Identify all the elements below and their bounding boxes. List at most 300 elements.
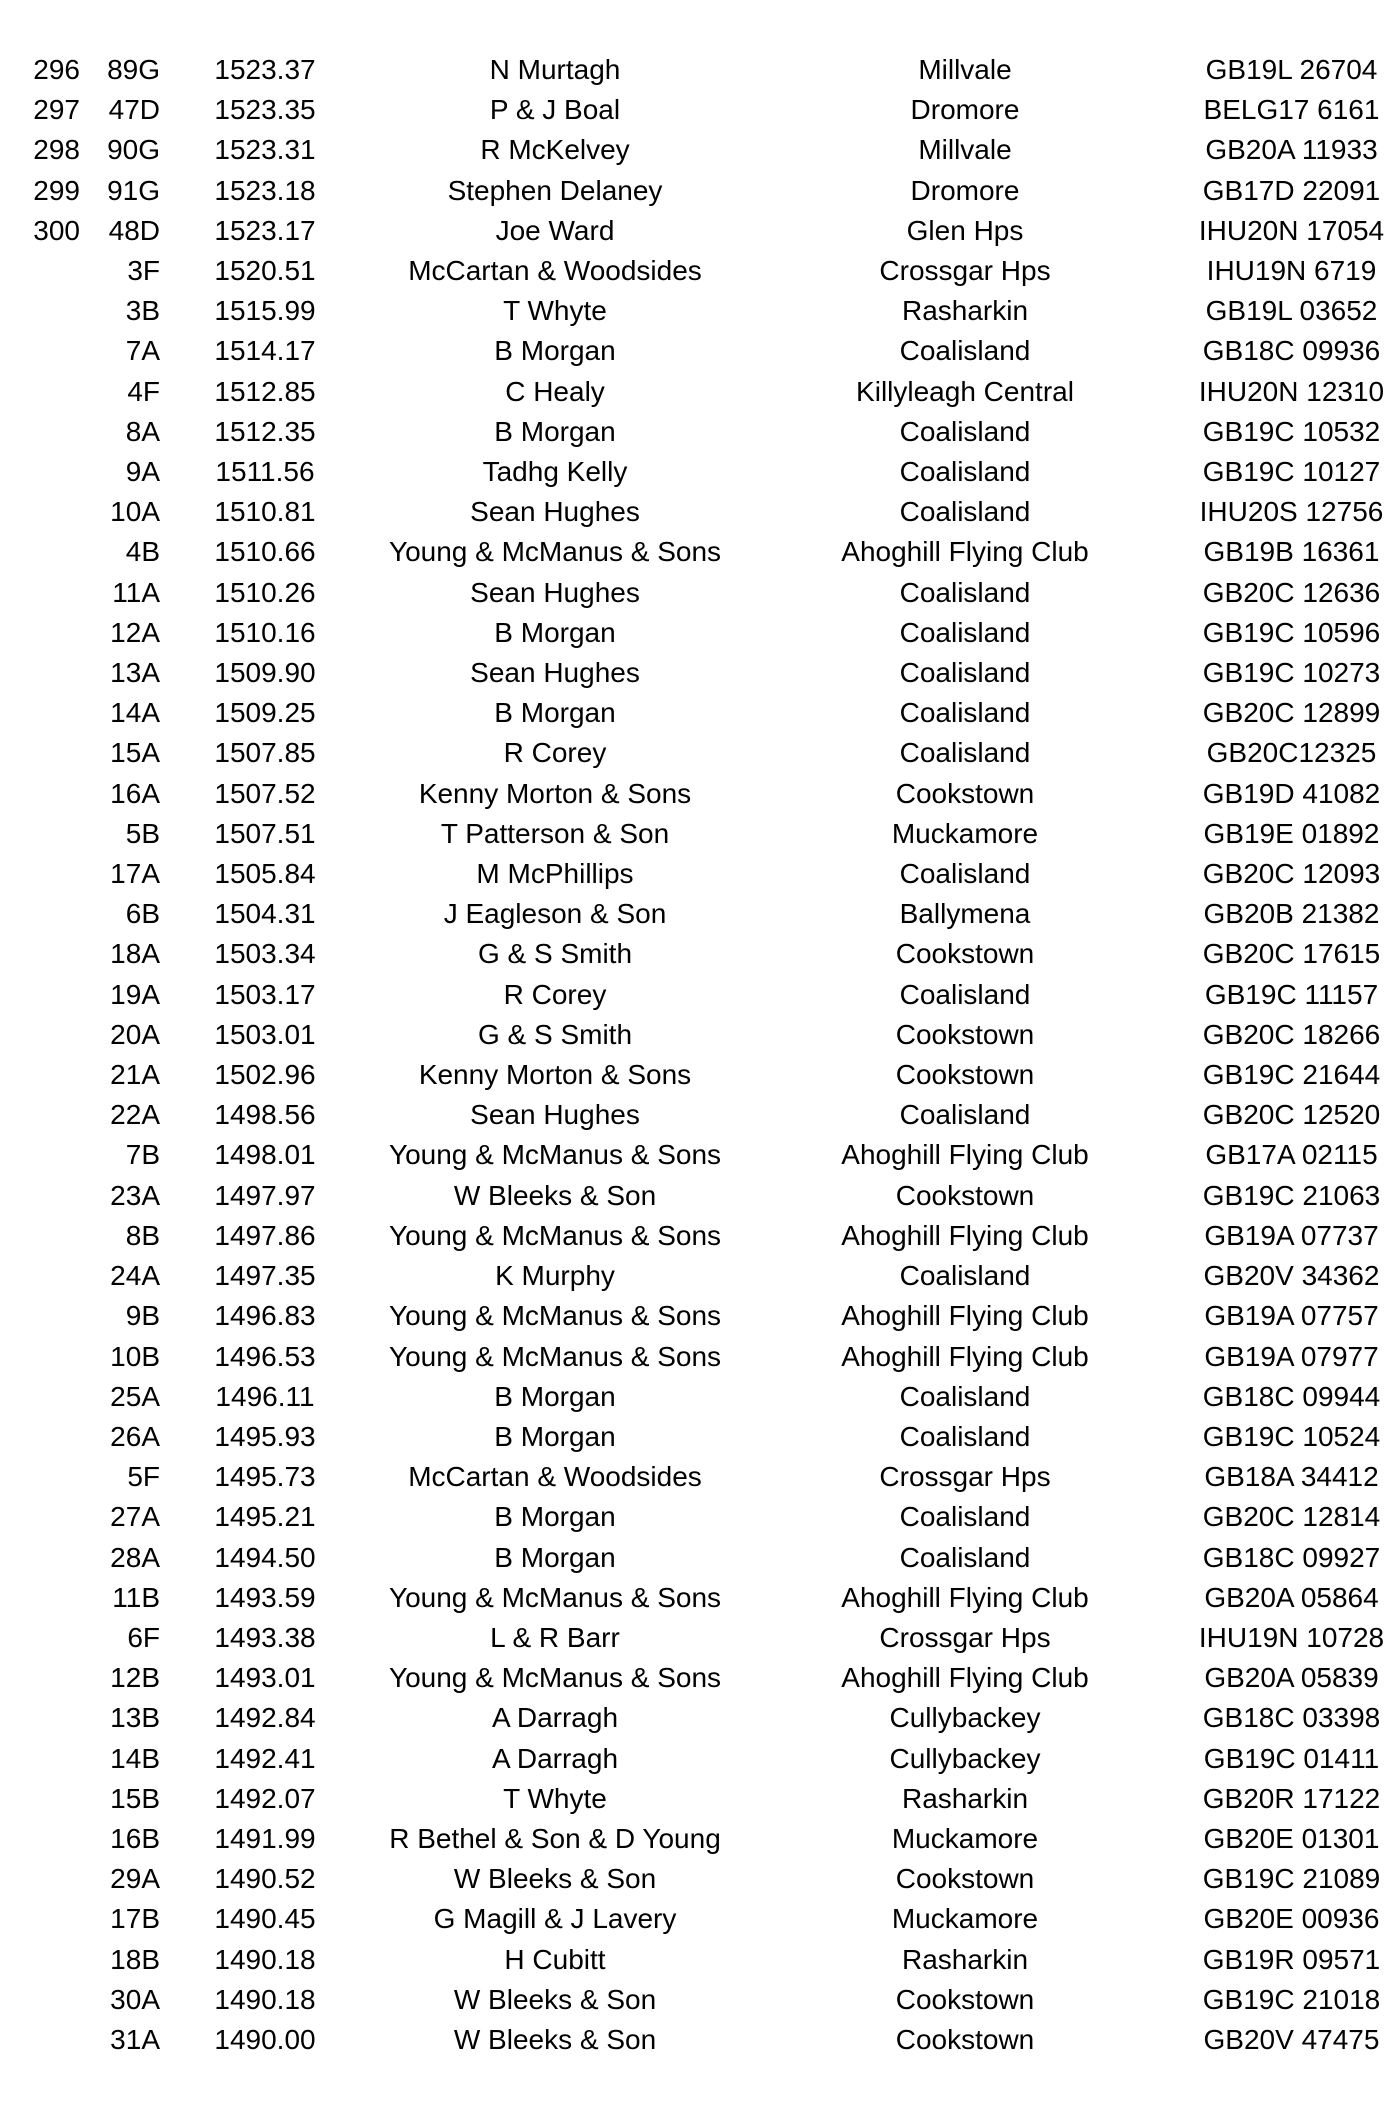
section-position-cell: 10B [110, 1340, 160, 1372]
velocity-cell: 1496.83 [214, 1300, 316, 1332]
club-cell: Coalisland [899, 657, 1031, 689]
position-cell [0, 1899, 80, 1939]
section-position-cell: 7B [125, 1139, 160, 1171]
ring-number-cell: GB20R 17122 [1202, 1782, 1381, 1814]
ring-number-cell: IHU20N 12310 [1198, 375, 1385, 407]
velocity-cell: 1496.53 [214, 1340, 316, 1372]
fancier-name-cell: B Morgan [494, 1541, 616, 1573]
velocity-cell: 1503.17 [214, 978, 316, 1010]
club-cell: Dromore [910, 174, 1020, 206]
section-position-cell: 12A [110, 616, 160, 648]
table-row [0, 2020, 1393, 2060]
velocity-cell: 1507.85 [214, 737, 316, 769]
table-row [0, 1256, 1393, 1296]
ring-number-cell: GB18C 03398 [1202, 1702, 1381, 1734]
fancier-name-cell: W Bleeks & Son [453, 2023, 657, 2055]
position-cell [0, 934, 80, 974]
club-cell: Coalisland [899, 1501, 1031, 1533]
position-cell: 300 [33, 214, 80, 246]
velocity-cell: 1503.01 [214, 1018, 316, 1050]
position-cell [0, 2020, 80, 2060]
velocity-cell: 1515.99 [214, 295, 316, 327]
section-position-cell: 18B [110, 1943, 160, 1975]
ring-number-cell: GB20V 47475 [1203, 2023, 1380, 2055]
fancier-name-cell: G & S Smith [477, 938, 633, 970]
fancier-name-cell: Young & McManus & Sons [388, 536, 722, 568]
ring-number-cell: GB20B 21382 [1203, 898, 1380, 930]
position-cell [0, 1296, 80, 1336]
ring-number-cell: GB19C 21644 [1202, 1059, 1381, 1091]
section-position-cell: 14A [110, 697, 160, 729]
club-cell: Millvale [918, 54, 1012, 85]
position-cell [0, 1739, 80, 1779]
ring-number-cell: GB20C 12093 [1202, 858, 1381, 890]
table-row [0, 693, 1393, 733]
club-cell: Cookstown [895, 2023, 1035, 2055]
club-cell: Cookstown [895, 777, 1035, 809]
table-row [0, 613, 1393, 653]
table-row [0, 1337, 1393, 1377]
position-cell: 297 [33, 94, 80, 126]
fancier-name-cell: Young & McManus & Sons [388, 1300, 722, 1332]
section-position-cell: 9B [125, 1300, 160, 1332]
section-position-cell: 5B [125, 817, 160, 849]
club-cell: Millvale [918, 134, 1012, 166]
ring-number-cell: IHU19N 6719 [1206, 255, 1377, 287]
section-position-cell: 4F [127, 375, 160, 407]
fancier-name-cell: T Whyte [503, 295, 607, 327]
section-position-cell: 8B [125, 1219, 160, 1251]
velocity-cell: 1498.56 [214, 1099, 316, 1131]
velocity-cell: 1498.01 [214, 1139, 316, 1171]
section-position-cell: 5F [127, 1461, 160, 1493]
fancier-name-cell: Young & McManus & Sons [388, 1581, 722, 1613]
fancier-name-cell: R Corey [503, 737, 607, 769]
table-row [0, 1176, 1393, 1216]
club-cell: Muckamore [891, 1903, 1039, 1935]
ring-number-cell: GB17A 02115 [1205, 1139, 1378, 1171]
position-cell [0, 1497, 80, 1537]
position-cell [0, 492, 80, 532]
ring-number-cell: GB19C 10596 [1202, 616, 1381, 648]
club-cell: Coalisland [899, 456, 1031, 488]
section-position-cell: 47D [108, 94, 160, 126]
fancier-name-cell: B Morgan [494, 1420, 616, 1452]
table-row [0, 1940, 1393, 1980]
position-cell [0, 1337, 80, 1377]
ring-number-cell: GB20C 12814 [1202, 1501, 1381, 1533]
fancier-name-cell: Kenny Morton & Sons [418, 777, 692, 809]
velocity-cell: 1511.56 [215, 456, 315, 488]
velocity-cell: 1490.00 [214, 2023, 316, 2055]
fancier-name-cell: B Morgan [494, 697, 616, 729]
table-row [0, 1859, 1393, 1899]
ring-number-cell: GB20A 11933 [1205, 134, 1378, 166]
section-position-cell: 9A [125, 456, 160, 488]
table-row [0, 90, 1393, 130]
ring-number-cell: GB19C 11157 [1204, 978, 1379, 1010]
velocity-cell: 1509.90 [214, 657, 316, 689]
table-row [0, 211, 1393, 251]
ring-number-cell: GB19D 41082 [1202, 777, 1381, 809]
position-cell: 296 [33, 54, 80, 85]
section-position-cell: 13B [110, 1702, 160, 1734]
ring-number-cell: GB19E 01892 [1203, 817, 1380, 849]
section-position-cell: 16B [110, 1822, 160, 1854]
velocity-cell: 1503.34 [214, 938, 316, 970]
section-position-cell: 3F [127, 255, 160, 287]
ring-number-cell: GB19A 07977 [1204, 1340, 1379, 1372]
velocity-cell: 1504.31 [214, 898, 316, 930]
section-position-cell: 22A [110, 1099, 160, 1131]
section-position-cell: 10A [110, 496, 160, 528]
table-row [0, 653, 1393, 693]
position-cell [0, 1980, 80, 2020]
table-row [0, 1377, 1393, 1417]
ring-number-cell: GB20C 17615 [1202, 938, 1381, 970]
club-cell: Coalisland [899, 697, 1031, 729]
ring-number-cell: GB20C 18266 [1202, 1018, 1381, 1050]
position-cell [0, 733, 80, 773]
fancier-name-cell: Sean Hughes [470, 657, 640, 689]
section-position-cell: 16A [110, 777, 160, 809]
fancier-name-cell: B Morgan [494, 415, 616, 447]
section-position-cell: 8A [125, 415, 160, 447]
results-table [0, 50, 1393, 2060]
position-cell [0, 653, 80, 693]
position-cell [0, 1698, 80, 1738]
position-cell [0, 1859, 80, 1899]
velocity-cell: 1510.26 [214, 576, 316, 608]
ring-number-cell: GB17D 22091 [1202, 174, 1381, 206]
position-cell [0, 1015, 80, 1055]
fancier-name-cell: W Bleeks & Son [453, 1983, 657, 2015]
table-row [0, 573, 1393, 613]
fancier-name-cell: W Bleeks & Son [453, 1179, 657, 1211]
section-position-cell: 21A [110, 1059, 160, 1091]
ring-number-cell: GB19A 07737 [1204, 1219, 1379, 1251]
position-cell [0, 814, 80, 854]
results-table-body [0, 50, 1393, 2060]
table-row [0, 331, 1393, 371]
fancier-name-cell: Young & McManus & Sons [388, 1662, 722, 1694]
club-cell: Coalisland [899, 1541, 1031, 1573]
section-position-cell: 25A [110, 1380, 160, 1412]
velocity-cell: 1520.51 [214, 255, 316, 287]
club-cell: Cookstown [895, 1179, 1035, 1211]
ring-number-cell: GB19B 16361 [1203, 536, 1380, 568]
ring-number-cell: IHU20N 17054 [1198, 214, 1385, 246]
section-position-cell: 12B [110, 1662, 160, 1694]
club-cell: Crossgar Hps [879, 1621, 1051, 1653]
club-cell: Glen Hps [906, 214, 1024, 246]
table-row [0, 1779, 1393, 1819]
section-position-cell: 11A [112, 576, 160, 608]
section-position-cell: 89G [107, 54, 160, 85]
ring-number-cell: GB19C 01411 [1203, 1742, 1380, 1774]
position-cell [0, 573, 80, 613]
velocity-cell: 1505.84 [214, 858, 316, 890]
table-row [0, 934, 1393, 974]
ring-number-cell: IHU20S 12756 [1199, 496, 1384, 528]
fancier-name-cell: B Morgan [494, 1501, 616, 1533]
section-position-cell: 13A [110, 657, 160, 689]
position-cell [0, 613, 80, 653]
table-row [0, 1457, 1393, 1497]
velocity-cell: 1510.81 [214, 496, 316, 528]
ring-number-cell: GB19R 09571 [1202, 1943, 1381, 1975]
club-cell: Ahoghill Flying Club [841, 1139, 1089, 1171]
table-row [0, 1015, 1393, 1055]
velocity-cell: 1523.17 [214, 214, 316, 246]
fancier-name-cell: C Healy [505, 375, 605, 407]
position-cell [0, 452, 80, 492]
fancier-name-cell: B Morgan [494, 616, 616, 648]
section-position-cell: 17A [110, 858, 160, 890]
fancier-name-cell: B Morgan [494, 335, 616, 367]
club-cell: Cookstown [895, 1059, 1035, 1091]
section-position-cell: 15B [110, 1782, 160, 1814]
table-row [0, 1417, 1393, 1457]
section-position-cell: 48D [108, 214, 160, 246]
ring-number-cell: GB20E 00936 [1203, 1903, 1380, 1935]
club-cell: Coalisland [899, 978, 1031, 1010]
position-cell [0, 693, 80, 733]
position-cell [0, 1176, 80, 1216]
section-position-cell: 30A [110, 1983, 160, 2015]
table-row [0, 452, 1393, 492]
fancier-name-cell: Young & McManus & Sons [388, 1139, 722, 1171]
ring-number-cell: GB19C 10273 [1202, 657, 1381, 689]
ring-number-cell: GB19L 03652 [1205, 295, 1378, 327]
position-cell [0, 975, 80, 1015]
fancier-name-cell: T Patterson & Son [440, 817, 670, 849]
position-cell [0, 1055, 80, 1095]
section-position-cell: 20A [110, 1018, 160, 1050]
position-cell [0, 1216, 80, 1256]
velocity-cell: 1495.73 [214, 1461, 316, 1493]
velocity-cell: 1493.38 [214, 1621, 316, 1653]
club-cell: Cullybackey [889, 1742, 1041, 1774]
section-position-cell: 18A [110, 938, 160, 970]
section-position-cell: 11B [112, 1581, 160, 1613]
velocity-cell: 1490.18 [214, 1943, 316, 1975]
results-page [0, 50, 1393, 2060]
table-row [0, 1739, 1393, 1779]
table-row [0, 1899, 1393, 1939]
fancier-name-cell: N Murtagh [489, 54, 621, 85]
fancier-name-cell: G & S Smith [477, 1018, 633, 1050]
position-cell [0, 251, 80, 291]
ring-number-cell: GB18A 34412 [1204, 1461, 1379, 1493]
fancier-name-cell: P & J Boal [489, 94, 621, 126]
position-cell [0, 1538, 80, 1578]
fancier-name-cell: Joe Ward [495, 214, 615, 246]
position-cell [0, 372, 80, 412]
club-cell: Cookstown [895, 1983, 1035, 2015]
fancier-name-cell: T Whyte [503, 1782, 607, 1814]
table-row [0, 814, 1393, 854]
velocity-cell: 1512.85 [214, 375, 316, 407]
section-position-cell: 17B [110, 1903, 160, 1935]
club-cell: Ahoghill Flying Club [841, 1300, 1089, 1332]
club-cell: Cookstown [895, 1863, 1035, 1895]
club-cell: Coalisland [899, 496, 1031, 528]
club-cell: Crossgar Hps [879, 1461, 1051, 1493]
position-cell [0, 854, 80, 894]
club-cell: Ahoghill Flying Club [841, 536, 1089, 568]
club-cell: Cookstown [895, 1018, 1035, 1050]
ring-number-cell: GB19A 07757 [1204, 1300, 1379, 1332]
ring-number-cell: GB20V 34362 [1203, 1260, 1380, 1292]
table-row [0, 291, 1393, 331]
ring-number-cell: GB20C 12899 [1202, 697, 1381, 729]
velocity-cell: 1510.16 [214, 616, 316, 648]
ring-number-cell: GB19C 10532 [1202, 415, 1381, 447]
club-cell: Ahoghill Flying Club [841, 1581, 1089, 1613]
section-position-cell: 6F [127, 1621, 160, 1653]
position-cell [0, 1658, 80, 1698]
club-cell: Muckamore [891, 1822, 1039, 1854]
velocity-cell: 1493.59 [214, 1581, 316, 1613]
position-cell [0, 774, 80, 814]
club-cell: Coalisland [899, 737, 1031, 769]
section-position-cell: 15A [110, 737, 160, 769]
fancier-name-cell: Young & McManus & Sons [388, 1340, 722, 1372]
fancier-name-cell: B Morgan [494, 1380, 616, 1412]
velocity-cell: 1492.84 [214, 1702, 316, 1734]
fancier-name-cell: J Eagleson & Son [443, 898, 667, 930]
position-cell [0, 1417, 80, 1457]
ring-number-cell: GB19L 26704 [1205, 54, 1378, 85]
section-position-cell: 90G [107, 134, 160, 166]
position-cell: 298 [33, 134, 80, 166]
position-cell [0, 1377, 80, 1417]
fancier-name-cell: Sean Hughes [470, 496, 640, 528]
fancier-name-cell: M McPhillips [476, 858, 634, 890]
position-cell [0, 1618, 80, 1658]
ring-number-cell: GB19C 21063 [1202, 1179, 1381, 1211]
ring-number-cell: GB19C 21018 [1202, 1983, 1381, 2015]
ring-number-cell: GB18C 09936 [1202, 335, 1381, 367]
velocity-cell: 1497.86 [214, 1219, 316, 1251]
table-row [0, 1538, 1393, 1578]
position-cell [0, 291, 80, 331]
club-cell: Rasharkin [901, 1782, 1029, 1814]
position-cell [0, 331, 80, 371]
ring-number-cell: GB20C12325 [1206, 737, 1377, 769]
ring-number-cell: GB18C 09944 [1202, 1380, 1381, 1412]
ring-number-cell: GB19C 21089 [1202, 1863, 1381, 1895]
section-position-cell: 29A [110, 1863, 160, 1895]
table-row [0, 1135, 1393, 1175]
position-cell [0, 1256, 80, 1296]
club-cell: Coalisland [899, 1380, 1031, 1412]
fancier-name-cell: R McKelvey [480, 134, 630, 166]
club-cell: Coalisland [899, 1260, 1031, 1292]
ring-number-cell: GB20C 12636 [1202, 576, 1381, 608]
table-row [0, 1055, 1393, 1095]
table-row [0, 1698, 1393, 1738]
fancier-name-cell: W Bleeks & Son [453, 1863, 657, 1895]
club-cell: Killyleagh Central [856, 375, 1074, 407]
table-row [0, 372, 1393, 412]
position-cell [0, 894, 80, 934]
table-row [0, 733, 1393, 773]
velocity-cell: 1495.21 [214, 1501, 316, 1533]
section-position-cell: 31A [110, 2023, 160, 2055]
position-cell: 299 [33, 174, 80, 206]
section-position-cell: 23A [110, 1179, 160, 1211]
velocity-cell: 1523.18 [214, 174, 316, 206]
table-row [0, 171, 1393, 211]
fancier-name-cell: H Cubitt [504, 1943, 606, 1975]
fancier-name-cell: A Darragh [491, 1742, 619, 1774]
club-cell: Ahoghill Flying Club [841, 1340, 1089, 1372]
velocity-cell: 1523.31 [214, 134, 316, 166]
club-cell: Coalisland [899, 415, 1031, 447]
table-row [0, 1578, 1393, 1618]
ring-number-cell: GB19C 10524 [1202, 1420, 1381, 1452]
position-cell [0, 1135, 80, 1175]
fancier-name-cell: Stephen Delaney [447, 174, 663, 206]
velocity-cell: 1490.45 [214, 1903, 316, 1935]
table-row [0, 1980, 1393, 2020]
ring-number-cell: GB20A 05864 [1204, 1581, 1379, 1613]
section-position-cell: 28A [110, 1541, 160, 1573]
table-row [0, 1618, 1393, 1658]
club-cell: Ahoghill Flying Club [841, 1662, 1089, 1694]
club-cell: Coalisland [899, 1099, 1031, 1131]
club-cell: Muckamore [891, 817, 1039, 849]
velocity-cell: 1510.66 [214, 536, 316, 568]
club-cell: Ahoghill Flying Club [841, 1219, 1089, 1251]
club-cell: Coalisland [899, 576, 1031, 608]
velocity-cell: 1523.35 [214, 94, 316, 126]
fancier-name-cell: R Corey [503, 978, 607, 1010]
velocity-cell: 1514.17 [214, 335, 316, 367]
section-position-cell: 7A [125, 335, 160, 367]
club-cell: Coalisland [899, 335, 1031, 367]
table-row [0, 130, 1393, 170]
club-cell: Ballymena [899, 898, 1031, 930]
ring-number-cell: GB20C 12520 [1202, 1099, 1381, 1131]
section-position-cell: 4B [125, 536, 160, 568]
table-row [0, 1497, 1393, 1537]
ring-number-cell: GB20A 05839 [1204, 1662, 1379, 1694]
velocity-cell: 1497.97 [214, 1179, 316, 1211]
table-row [0, 975, 1393, 1015]
table-row [0, 894, 1393, 934]
club-cell: Cookstown [895, 938, 1035, 970]
section-position-cell: 19A [110, 978, 160, 1010]
section-position-cell: 6B [125, 898, 160, 930]
table-row [0, 251, 1393, 291]
position-cell [0, 1819, 80, 1859]
fancier-name-cell: L & R Barr [490, 1621, 620, 1653]
velocity-cell: 1512.35 [214, 415, 316, 447]
position-cell [0, 1095, 80, 1135]
position-cell [0, 412, 80, 452]
fancier-name-cell: G Magill & J Lavery [433, 1903, 677, 1935]
club-cell: Coalisland [899, 1420, 1031, 1452]
table-row [0, 854, 1393, 894]
velocity-cell: 1490.18 [214, 1983, 316, 2015]
section-position-cell: 26A [110, 1420, 160, 1452]
table-row [0, 50, 1393, 90]
fancier-name-cell: Sean Hughes [470, 576, 640, 608]
velocity-cell: 1492.41 [214, 1742, 316, 1774]
